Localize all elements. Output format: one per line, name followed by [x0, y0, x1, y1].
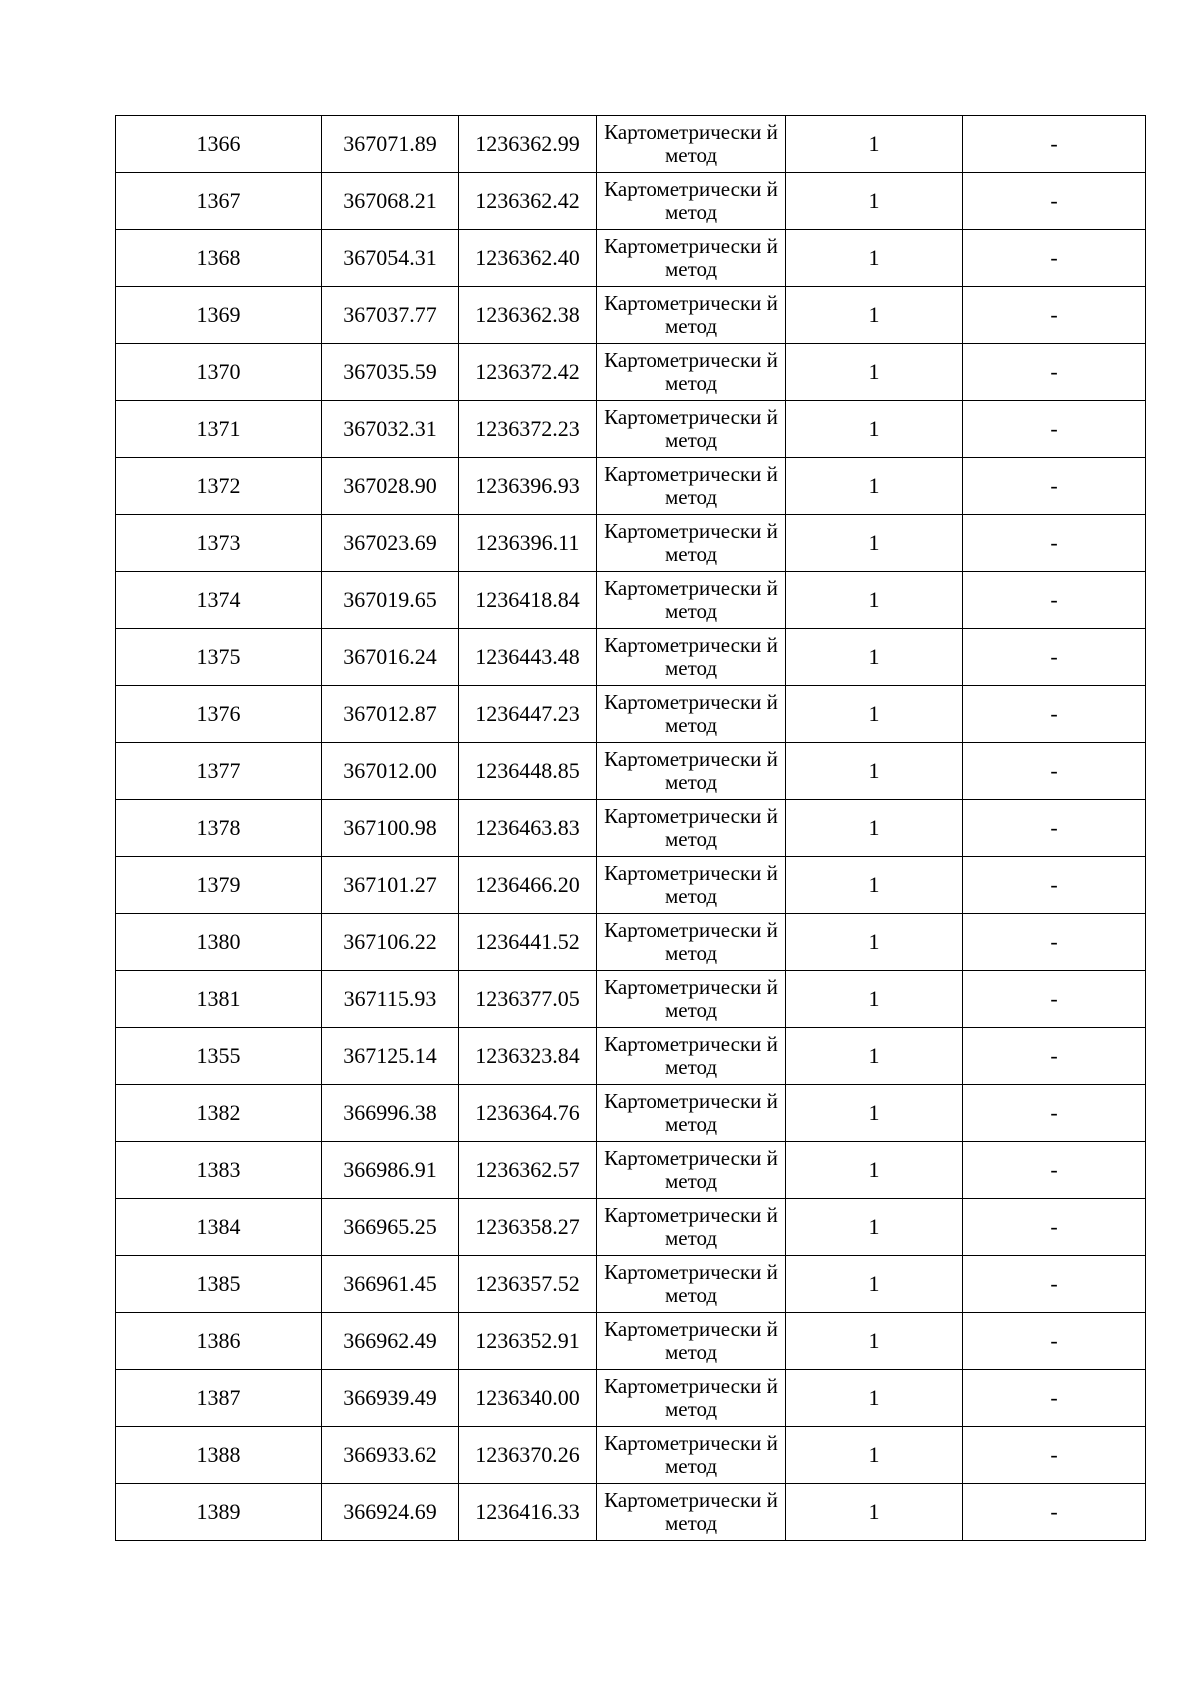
- x-coordinate-cell: 367071.89: [322, 116, 459, 173]
- point-number-cell: 1373: [116, 515, 322, 572]
- table-row: [116, 800, 1146, 857]
- method-cell: Картометрически й метод: [597, 344, 786, 401]
- table-row: [116, 458, 1146, 515]
- table-row: [116, 1484, 1146, 1541]
- method-cell: Картометрически й метод: [597, 743, 786, 800]
- accuracy-cell: 1: [786, 116, 963, 173]
- table-row: [116, 686, 1146, 743]
- table-row: [116, 572, 1146, 629]
- method-cell: Картометрически й метод: [597, 1256, 786, 1313]
- point-number-cell: 1371: [116, 401, 322, 458]
- point-number-cell: 1355: [116, 1028, 322, 1085]
- method-cell: Картометрически й метод: [597, 971, 786, 1028]
- method-cell: Картометрически й метод: [597, 1370, 786, 1427]
- y-coordinate-cell: 1236364.76: [459, 1085, 597, 1142]
- table-body: [116, 116, 1146, 1541]
- y-coordinate-cell: 1236370.26: [459, 1427, 597, 1484]
- note-cell: -: [963, 515, 1146, 572]
- x-coordinate-cell: 367012.00: [322, 743, 459, 800]
- point-number-cell: 1385: [116, 1256, 322, 1313]
- table-row: [116, 230, 1146, 287]
- point-number-cell: 1367: [116, 173, 322, 230]
- note-cell: -: [963, 1427, 1146, 1484]
- y-coordinate-cell: 1236352.91: [459, 1313, 597, 1370]
- note-cell: -: [963, 230, 1146, 287]
- y-coordinate-cell: 1236357.52: [459, 1256, 597, 1313]
- accuracy-cell: 1: [786, 686, 963, 743]
- y-coordinate-cell: 1236466.20: [459, 857, 597, 914]
- table-row: [116, 971, 1146, 1028]
- x-coordinate-cell: 367012.87: [322, 686, 459, 743]
- table-row: [116, 914, 1146, 971]
- point-number-cell: 1377: [116, 743, 322, 800]
- y-coordinate-cell: 1236448.85: [459, 743, 597, 800]
- x-coordinate-cell: 367035.59: [322, 344, 459, 401]
- point-number-cell: 1387: [116, 1370, 322, 1427]
- table-row: [116, 1427, 1146, 1484]
- method-cell: Картометрически й метод: [597, 686, 786, 743]
- method-cell: Картометрически й метод: [597, 116, 786, 173]
- note-cell: -: [963, 1370, 1146, 1427]
- note-cell: -: [963, 686, 1146, 743]
- x-coordinate-cell: 367068.21: [322, 173, 459, 230]
- method-cell: Картометрически й метод: [597, 857, 786, 914]
- y-coordinate-cell: 1236362.40: [459, 230, 597, 287]
- method-cell: Картометрически й метод: [597, 515, 786, 572]
- y-coordinate-cell: 1236441.52: [459, 914, 597, 971]
- point-number-cell: 1386: [116, 1313, 322, 1370]
- table-row: [116, 116, 1146, 173]
- table-row: [116, 515, 1146, 572]
- note-cell: -: [963, 857, 1146, 914]
- method-cell: Картометрически й метод: [597, 629, 786, 686]
- table-row: [116, 1199, 1146, 1256]
- table-row: [116, 1142, 1146, 1199]
- method-cell: Картометрически й метод: [597, 401, 786, 458]
- point-number-cell: 1380: [116, 914, 322, 971]
- note-cell: -: [963, 971, 1146, 1028]
- accuracy-cell: 1: [786, 1484, 963, 1541]
- method-cell: Картометрически й метод: [597, 914, 786, 971]
- y-coordinate-cell: 1236323.84: [459, 1028, 597, 1085]
- accuracy-cell: 1: [786, 1313, 963, 1370]
- y-coordinate-cell: 1236362.99: [459, 116, 597, 173]
- method-cell: Картометрически й метод: [597, 458, 786, 515]
- note-cell: -: [963, 1199, 1146, 1256]
- y-coordinate-cell: 1236396.11: [459, 515, 597, 572]
- method-cell: Картометрически й метод: [597, 1085, 786, 1142]
- x-coordinate-cell: 367037.77: [322, 287, 459, 344]
- x-coordinate-cell: 367023.69: [322, 515, 459, 572]
- note-cell: -: [963, 743, 1146, 800]
- note-cell: -: [963, 1484, 1146, 1541]
- point-number-cell: 1370: [116, 344, 322, 401]
- table-row: [116, 629, 1146, 686]
- point-number-cell: 1372: [116, 458, 322, 515]
- point-number-cell: 1379: [116, 857, 322, 914]
- note-cell: -: [963, 344, 1146, 401]
- accuracy-cell: 1: [786, 914, 963, 971]
- accuracy-cell: 1: [786, 1256, 963, 1313]
- x-coordinate-cell: 366939.49: [322, 1370, 459, 1427]
- table-row: [116, 401, 1146, 458]
- accuracy-cell: 1: [786, 173, 963, 230]
- y-coordinate-cell: 1236463.83: [459, 800, 597, 857]
- y-coordinate-cell: 1236362.38: [459, 287, 597, 344]
- point-number-cell: 1369: [116, 287, 322, 344]
- note-cell: -: [963, 1142, 1146, 1199]
- method-cell: Картометрически й метод: [597, 1199, 786, 1256]
- method-cell: Картометрически й метод: [597, 230, 786, 287]
- point-number-cell: 1366: [116, 116, 322, 173]
- point-number-cell: 1374: [116, 572, 322, 629]
- x-coordinate-cell: 366996.38: [322, 1085, 459, 1142]
- x-coordinate-cell: 367125.14: [322, 1028, 459, 1085]
- point-number-cell: 1376: [116, 686, 322, 743]
- point-number-cell: 1381: [116, 971, 322, 1028]
- method-cell: Картометрически й метод: [597, 572, 786, 629]
- accuracy-cell: 1: [786, 1142, 963, 1199]
- method-cell: Картометрически й метод: [597, 1427, 786, 1484]
- note-cell: -: [963, 173, 1146, 230]
- point-number-cell: 1389: [116, 1484, 322, 1541]
- accuracy-cell: 1: [786, 1427, 963, 1484]
- x-coordinate-cell: 367019.65: [322, 572, 459, 629]
- x-coordinate-cell: 366962.49: [322, 1313, 459, 1370]
- note-cell: -: [963, 1085, 1146, 1142]
- point-number-cell: 1384: [116, 1199, 322, 1256]
- y-coordinate-cell: 1236418.84: [459, 572, 597, 629]
- x-coordinate-cell: 366965.25: [322, 1199, 459, 1256]
- method-cell: Картометрически й метод: [597, 287, 786, 344]
- table-row: [116, 1370, 1146, 1427]
- accuracy-cell: 1: [786, 1085, 963, 1142]
- method-cell: Картометрически й метод: [597, 1028, 786, 1085]
- y-coordinate-cell: 1236362.57: [459, 1142, 597, 1199]
- accuracy-cell: 1: [786, 1370, 963, 1427]
- y-coordinate-cell: 1236372.42: [459, 344, 597, 401]
- point-number-cell: 1382: [116, 1085, 322, 1142]
- y-coordinate-cell: 1236377.05: [459, 971, 597, 1028]
- accuracy-cell: 1: [786, 572, 963, 629]
- method-cell: Картометрически й метод: [597, 1484, 786, 1541]
- note-cell: -: [963, 287, 1146, 344]
- method-cell: Картометрически й метод: [597, 173, 786, 230]
- accuracy-cell: 1: [786, 1028, 963, 1085]
- table-row: [116, 344, 1146, 401]
- table-row: [116, 743, 1146, 800]
- accuracy-cell: 1: [786, 800, 963, 857]
- x-coordinate-cell: 367101.27: [322, 857, 459, 914]
- table-row: [116, 1085, 1146, 1142]
- note-cell: -: [963, 401, 1146, 458]
- y-coordinate-cell: 1236358.27: [459, 1199, 597, 1256]
- table-row: [116, 173, 1146, 230]
- table-row: [116, 857, 1146, 914]
- note-cell: -: [963, 1256, 1146, 1313]
- y-coordinate-cell: 1236416.33: [459, 1484, 597, 1541]
- accuracy-cell: 1: [786, 230, 963, 287]
- note-cell: -: [963, 629, 1146, 686]
- x-coordinate-cell: 366924.69: [322, 1484, 459, 1541]
- note-cell: -: [963, 458, 1146, 515]
- y-coordinate-cell: 1236443.48: [459, 629, 597, 686]
- point-number-cell: 1383: [116, 1142, 322, 1199]
- x-coordinate-cell: 367106.22: [322, 914, 459, 971]
- x-coordinate-cell: 367115.93: [322, 971, 459, 1028]
- method-cell: Картометрически й метод: [597, 1142, 786, 1199]
- method-cell: Картометрически й метод: [597, 1313, 786, 1370]
- accuracy-cell: 1: [786, 971, 963, 1028]
- accuracy-cell: 1: [786, 743, 963, 800]
- x-coordinate-cell: 366986.91: [322, 1142, 459, 1199]
- accuracy-cell: 1: [786, 515, 963, 572]
- point-number-cell: 1388: [116, 1427, 322, 1484]
- accuracy-cell: 1: [786, 458, 963, 515]
- table-row: [116, 287, 1146, 344]
- table-row: [116, 1256, 1146, 1313]
- table-row: [116, 1313, 1146, 1370]
- point-number-cell: 1378: [116, 800, 322, 857]
- x-coordinate-cell: 366961.45: [322, 1256, 459, 1313]
- accuracy-cell: 1: [786, 857, 963, 914]
- point-number-cell: 1375: [116, 629, 322, 686]
- x-coordinate-cell: 367028.90: [322, 458, 459, 515]
- accuracy-cell: 1: [786, 401, 963, 458]
- note-cell: -: [963, 1028, 1146, 1085]
- accuracy-cell: 1: [786, 344, 963, 401]
- y-coordinate-cell: 1236372.23: [459, 401, 597, 458]
- note-cell: -: [963, 572, 1146, 629]
- y-coordinate-cell: 1236362.42: [459, 173, 597, 230]
- x-coordinate-cell: 366933.62: [322, 1427, 459, 1484]
- accuracy-cell: 1: [786, 629, 963, 686]
- note-cell: -: [963, 1313, 1146, 1370]
- x-coordinate-cell: 367032.31: [322, 401, 459, 458]
- table-row: [116, 1028, 1146, 1085]
- note-cell: -: [963, 914, 1146, 971]
- x-coordinate-cell: 367054.31: [322, 230, 459, 287]
- x-coordinate-cell: 367100.98: [322, 800, 459, 857]
- note-cell: -: [963, 116, 1146, 173]
- accuracy-cell: 1: [786, 1199, 963, 1256]
- point-number-cell: 1368: [116, 230, 322, 287]
- y-coordinate-cell: 1236447.23: [459, 686, 597, 743]
- note-cell: -: [963, 800, 1146, 857]
- coordinates-table: [115, 115, 1146, 1541]
- x-coordinate-cell: 367016.24: [322, 629, 459, 686]
- y-coordinate-cell: 1236340.00: [459, 1370, 597, 1427]
- method-cell: Картометрически й метод: [597, 800, 786, 857]
- accuracy-cell: 1: [786, 287, 963, 344]
- y-coordinate-cell: 1236396.93: [459, 458, 597, 515]
